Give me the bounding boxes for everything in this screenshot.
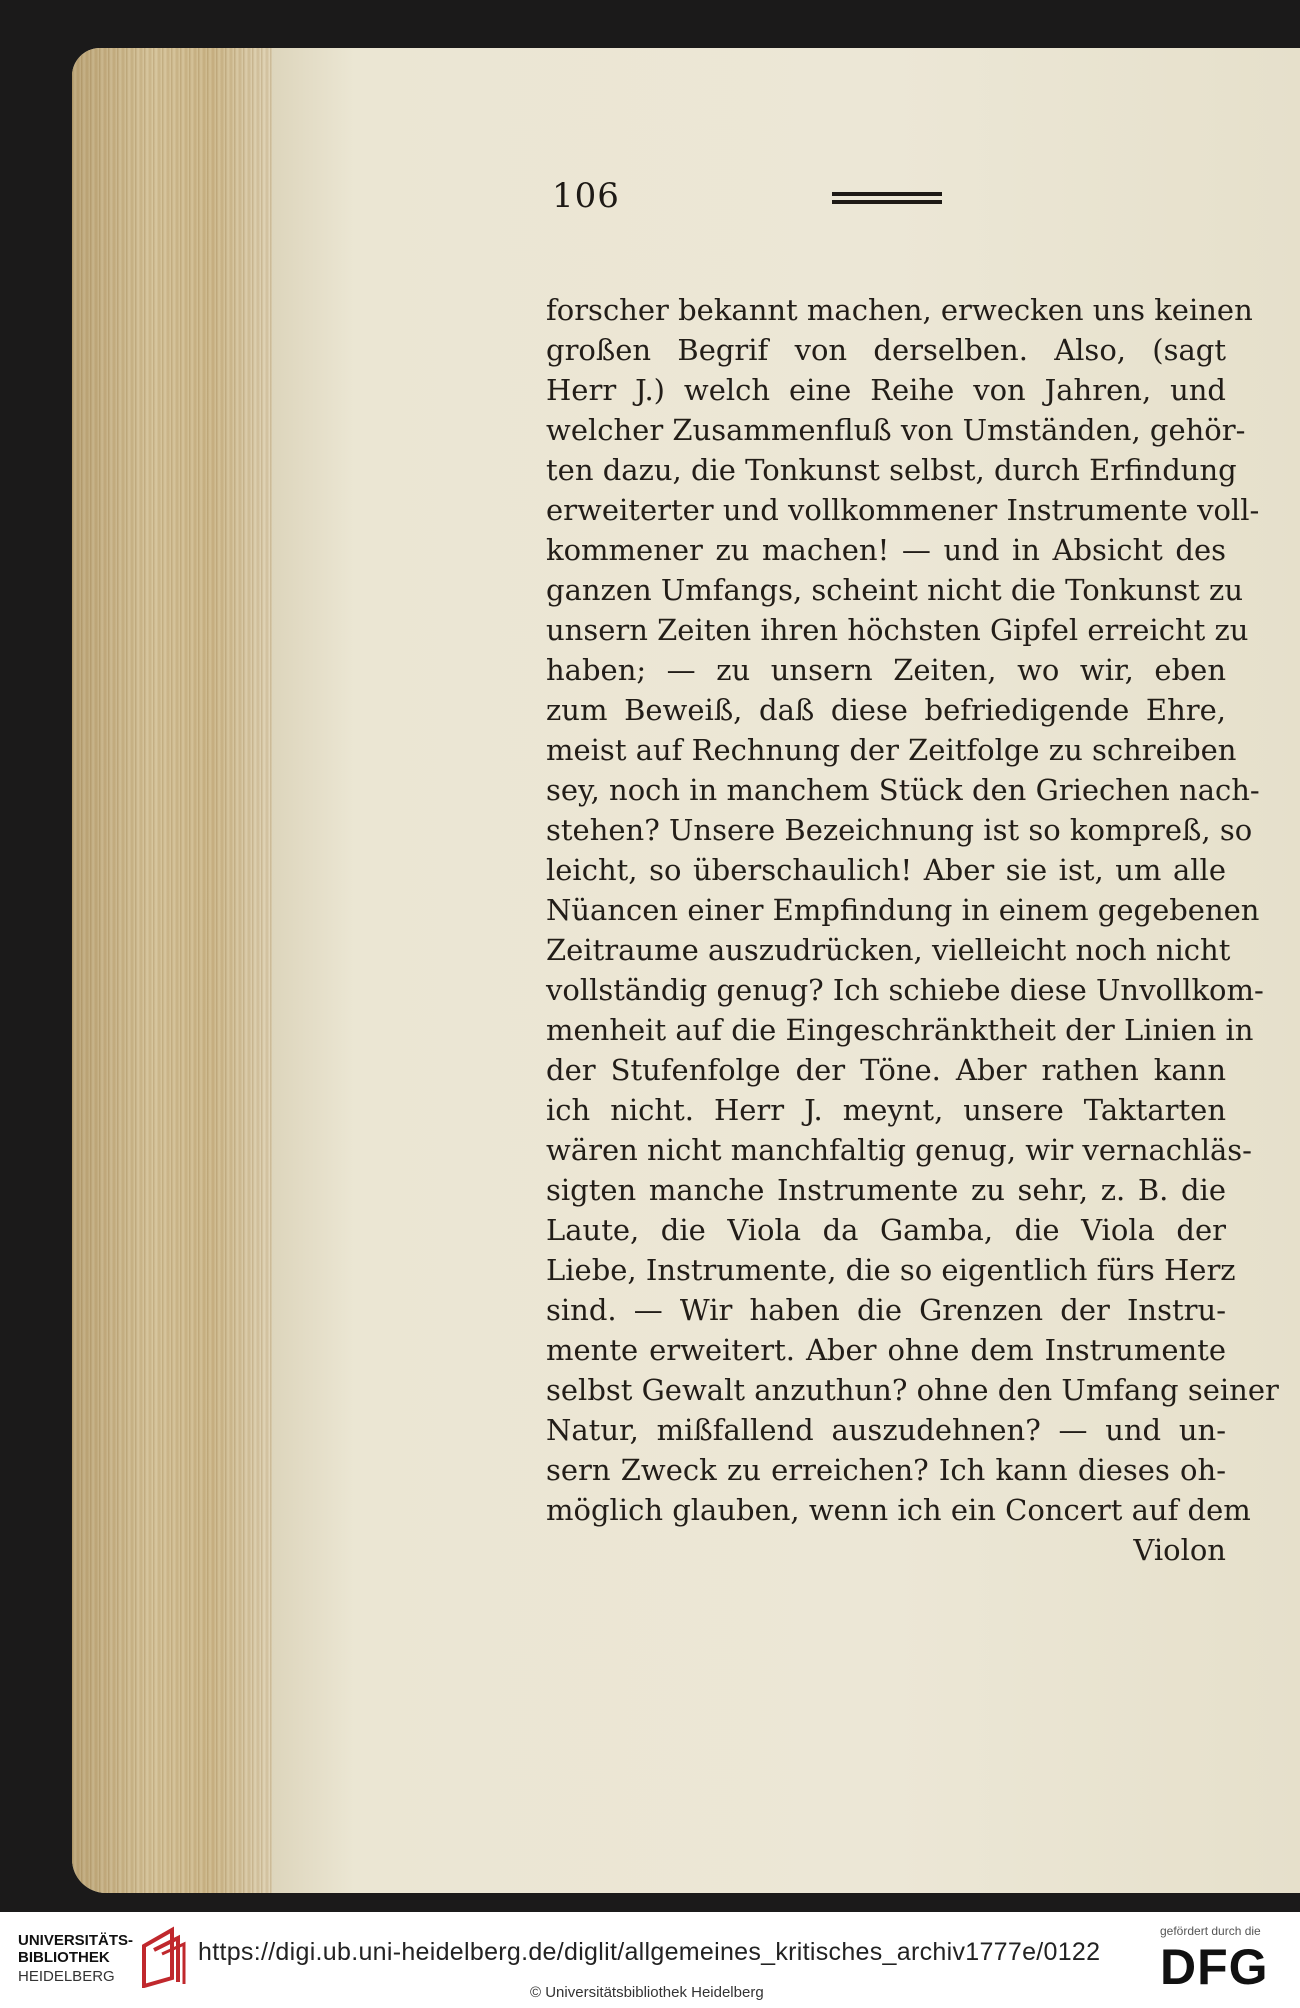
text-line: welcher Zusammenfluß von Umständen, gehör- — [546, 413, 1246, 447]
text-line: ganzen Umfangs, scheint nicht die Tonkunst zu — [546, 573, 1244, 607]
text-line: erweiterter und vollkommener Instrumente voll- — [546, 493, 1260, 527]
text-line: Nüancen einer Empfindung in einem gegebenen — [546, 893, 1260, 927]
text-line: Laute, die Viola da Gamba, die Viola der — [546, 1213, 1226, 1247]
text-line: leicht, so überschaulich! Aber sie ist, um alle — [546, 853, 1226, 887]
page-number: 106 — [552, 176, 620, 216]
text-line: Natur, mißfallend auszudehnen? — und un- — [546, 1413, 1226, 1447]
text-line: Liebe, Instrumente, die so eigentlich fürs Herz — [546, 1253, 1236, 1287]
text-line: sind. — Wir haben die Grenzen der Instru- — [546, 1293, 1226, 1327]
text-line: menheit auf die Eingeschränktheit der Linien in — [546, 1013, 1254, 1047]
text-line: forscher bekannt machen, erwecken uns keinen — [546, 293, 1253, 327]
text-line: Herr J.) welch eine Reihe von Jahren, und — [546, 373, 1226, 407]
viewer-footer — [0, 1912, 1300, 2008]
text-line: vollständig genug? Ich schiebe diese Unvollkom- — [546, 973, 1264, 1007]
text-line: stehen? Unsere Bezeichnung ist so kompreß, so — [546, 813, 1253, 847]
dfg-logo: DFG — [1160, 1939, 1269, 1995]
text-line: möglich glauben, wenn ich ein Concert auf dem — [546, 1493, 1251, 1527]
text-line: kommener zu machen! — und in Absicht des — [546, 533, 1226, 567]
permalink-url[interactable]: https://digi.ub.uni-heidelberg.de/diglit/allgemeines_kritisches_archiv1777e/0122 — [198, 1938, 1101, 1966]
text-line: mente erweitert. Aber ohne dem Instrumente — [546, 1333, 1226, 1367]
text-block — [546, 290, 1279, 1570]
header-ornament-rule — [832, 192, 942, 204]
institution-name — [18, 1932, 133, 1966]
text-line: ten dazu, die Tonkunst selbst, durch Erfindung — [546, 453, 1237, 487]
institution-city: HEIDELBERG — [18, 1968, 115, 1985]
text-line: haben; — zu unsern Zeiten, wo wir, eben — [546, 653, 1226, 687]
text-line: zum Beweiß, daß diese befriedigende Ehre, — [546, 693, 1226, 727]
text-line: meist auf Rechnung der Zeitfolge zu schreiben — [546, 733, 1237, 767]
text-line: Zeitraume auszudrücken, vielleicht noch nicht — [546, 933, 1231, 967]
text-line: ich nicht. Herr J. meynt, unsere Taktarten — [546, 1093, 1226, 1127]
text-line: sigten manche Instrumente zu sehr, z. B. die — [546, 1173, 1226, 1207]
text-line: großen Begrif von derselben. Also, (sagt — [546, 333, 1226, 367]
copyright-notice: © Universitätsbibliothek Heidelberg — [530, 1984, 764, 2001]
text-line: sey, noch in manchem Stück den Griechen nach- — [546, 773, 1260, 807]
institution-name-line1: UNIVERSITÄTS- — [18, 1932, 134, 1949]
text-line: sern Zweck zu erreichen? Ich kann dieses oh- — [546, 1453, 1226, 1487]
funded-by-label: gefördert durch die — [1160, 1924, 1261, 1938]
text-line: der Stufenfolge der Töne. Aber rathen kann — [546, 1053, 1226, 1087]
page-edge-texture — [72, 48, 272, 1893]
institution-name-line2: BIBLIOTHEK — [18, 1949, 110, 1966]
text-line: selbst Gewalt anzuthun? ohne den Umfang seiner — [546, 1373, 1279, 1407]
text-line: unsern Zeiten ihren höchsten Gipfel erreicht zu — [546, 613, 1249, 647]
text-line: wären nicht manchfaltig genug, wir vernachläs- — [546, 1133, 1252, 1167]
running-header — [552, 176, 1232, 236]
library-logo-icon — [138, 1926, 186, 1988]
catchword: Violon — [1133, 1533, 1226, 1567]
